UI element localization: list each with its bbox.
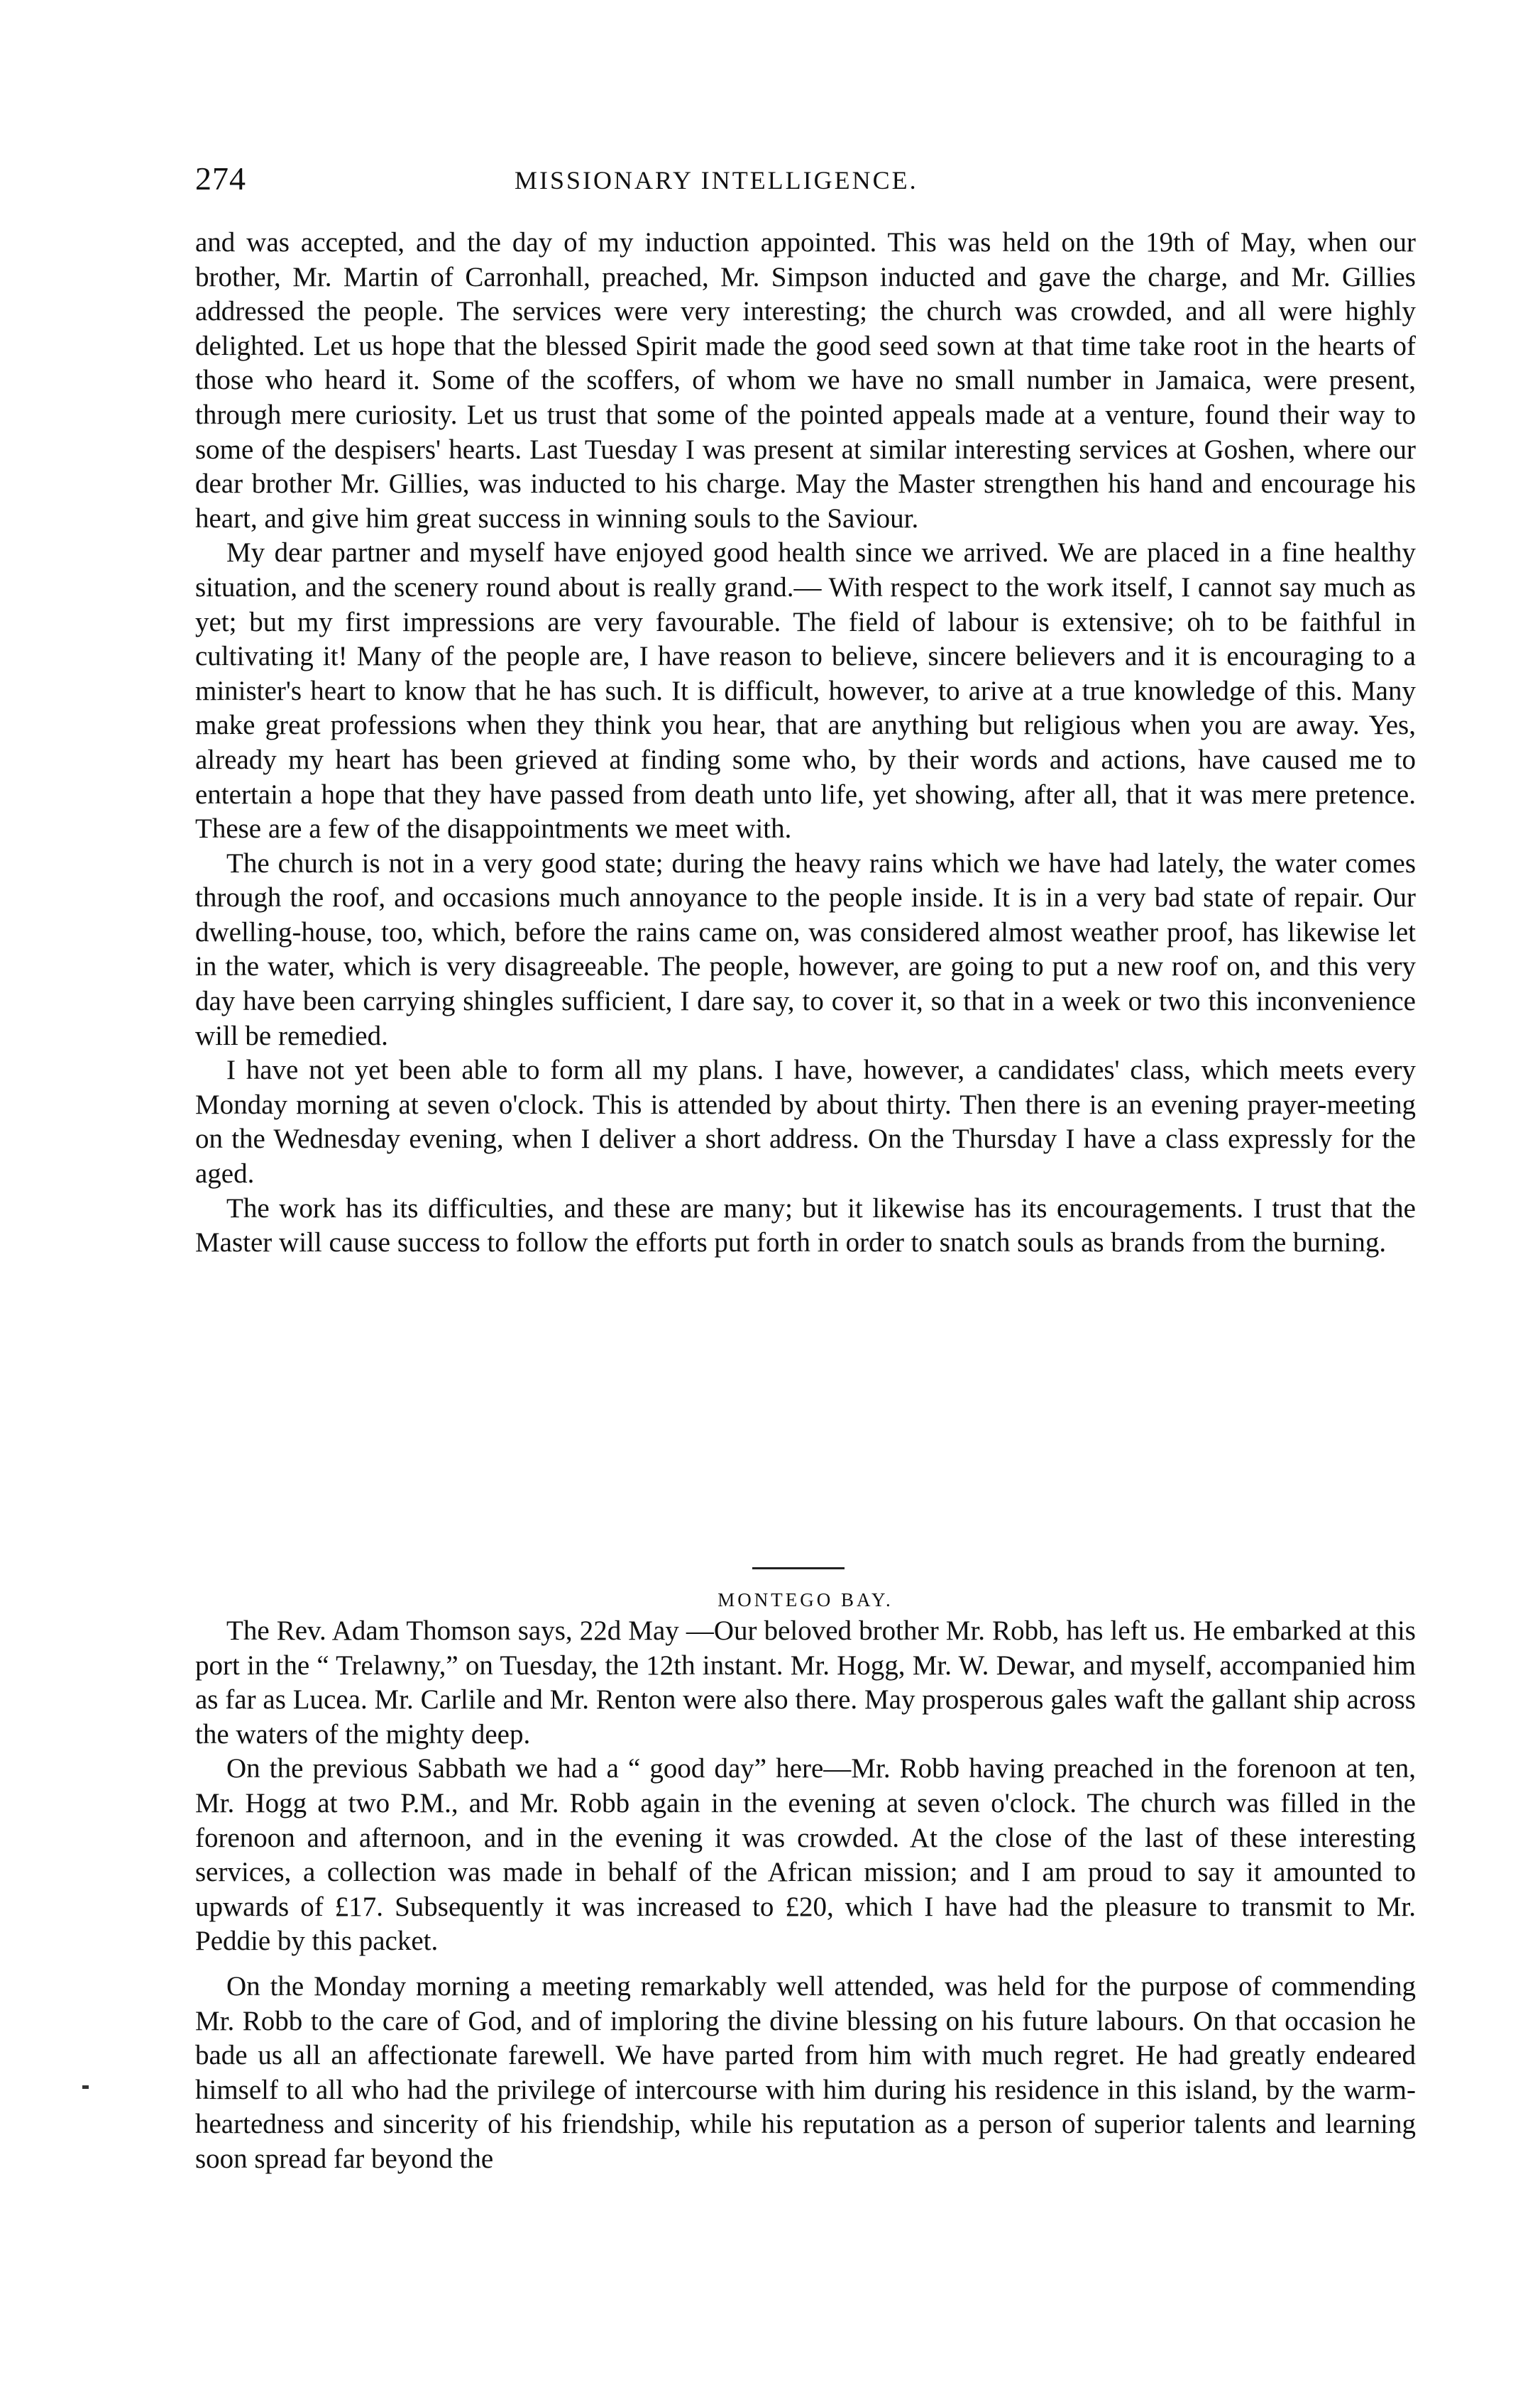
paragraph: I have not yet been able to form all my plans. I have, however, a candidates' class, which meets every Monday morning at seven o'clock. This is attended by about thirty. Then there is an evening prayer-meeting on the Wednesday evening, when I deliver a short address. On the Thursday I have a class expressly for the aged.	[195, 1055, 1416, 1190]
paragraph: The church is not in a very good state; during the heavy rains which we have had lately, the water comes through the roof, and occasions much annoyance to the people inside. It is in a very bad state of repair. Our dwelling-house, too, which, before the rains came on, was considered almost weather proof, has likewise let in the water, which is very disagreeable. The people, however, are going to put a new roof on, and this very day have been carrying shingles sufficient, I dare say, to cover it, so that in a week or two this inconvenience will be remedied.	[195, 847, 1416, 1051]
article-body-part-two	[195, 1614, 1416, 2177]
section-divider	[752, 1567, 845, 1569]
paragraph: and was accepted, and the day of my induction appointed. This was held on the 19th of May, when our brother, Mr. Martin of Carronhall, preached, Mr. Simpson inducted and gave the charge, and Mr. Gillies addressed the people. The services were very interesting; the church was crowded, and all were highly delighted. Let us hope that the blessed Spirit made the good seed sown at that time take root in the hearts of those who heard it. Some of the scoffers, of whom we have no small number in Jamaica, were present, through mere curiosity. Let us trust that some of the pointed appeals made at a venture, found their way to some of the despisers' hearts. Last Tuesday I was present at similar interesting services at Goshen, where our dear brother Mr. Gillies, was inducted to his charge. May the Master strengthen his hand and encourage his heart, and give him great success in winning souls to the Saviour.	[195, 227, 1416, 534]
page-number: 274	[195, 160, 246, 197]
paragraph: The Rev. Adam Thomson says, 22d May —Our beloved brother Mr. Robb, has left us. He embarked at this port in the “ Trelawny,” on Tuesday, the 12th instant. Mr. Hogg, Mr. W. Dewar, and myself, accompanied him as far as Lucea. Mr. Carlile and Mr. Renton were also there. May prosperous gales waft the gallant ship across the waters of the mighty deep.	[195, 1615, 1416, 1750]
margin-mark	[82, 2085, 89, 2089]
page-header	[195, 158, 1419, 200]
article-body-part-one	[195, 226, 1416, 1261]
paragraph: The work has its difficulties, and these are many; but it likewise has its encouragements. I trust that the Master will cause success to follow the efforts put forth in order to snatch souls as brands from the burning.	[195, 1192, 1416, 1258]
section-heading: MONTEGO BAY.	[717, 1589, 893, 1610]
running-head: MISSIONARY INTELLIGENCE.	[515, 166, 918, 194]
paragraph: My dear partner and myself have enjoyed good health since we arrived. We are placed in a fine healthy situation, and the scenery round about is really grand.— With respect to the work itself, I cannot say much as yet; but my first impressions are very favourable. The field of labour is extensive; oh to be faithful in cultivating it! Many of the people are, I have reason to believe, sincere believers and it is encouraging to a minister's heart to know that he has such. It is difficult, however, to arive at a true knowledge of this. Many make great professions when they think you hear, that are anything but religious when you are away. Yes, already my heart has been grieved at finding some who, by their words and actions, have caused me to entertain a hope that they have passed from death unto life, yet showing, after all, that it was mere pretence. These are a few of the disappointments we meet with.	[195, 537, 1416, 845]
paragraph: On the previous Sabbath we had a “ good day” here—Mr. Robb having preached in the forenoon at ten, Mr. Hogg at two P.M., and Mr. Robb again in the evening at seven o'clock. The church was filled in the forenoon and afternoon, and in the evening it was crowded. At the close of the last of these interesting services, a collection was made in behalf of the African mission; and I am proud to say it amounted to upwards of £17. Subsequently it was increased to £20, which I have had the pleasure to transmit to Mr. Peddie by this packet.	[195, 1753, 1416, 1957]
paragraph: On the Monday morning a meeting remarkably well attended, was held for the purpose of commending Mr. Robb to the care of God, and of imploring the divine blessing on his future labours. On that occasion he bade us all an affectionate farewell. We have parted from him with much regret. He had greatly endeared himself to all who had the privilege of intercourse with him during his residence in this island, by the warm-heartedness and sincerity of his friendship, while his reputation as a person of superior talents and learning soon spread far beyond the	[195, 1970, 1416, 2174]
